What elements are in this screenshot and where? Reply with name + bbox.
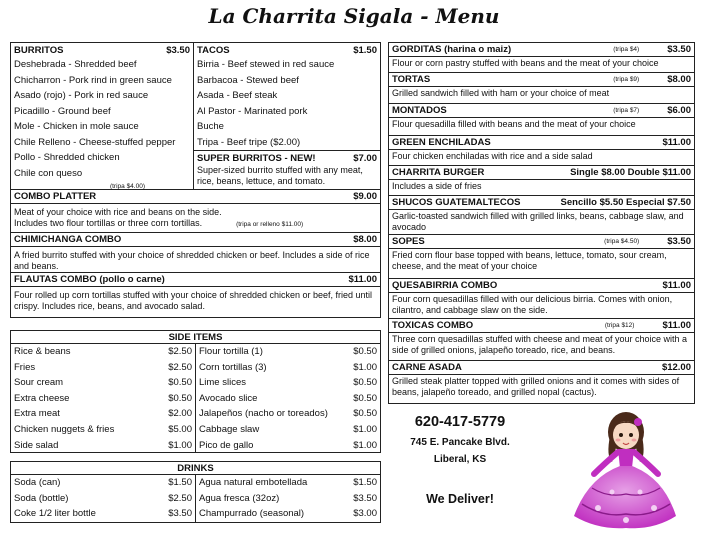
right-section-desc: Three corn quesadillas stuffed with cheese and meat of your choice with a side of grilled onions, jalapeño toreado, rice, and beans.	[392, 334, 688, 355]
right-section-note: (tripa $12)	[604, 322, 635, 329]
right-section-desc: Flour or corn pastry stuffed with beans and the meat of your choice	[392, 58, 659, 68]
price-row-price: $2.50	[168, 361, 192, 373]
right-section-title: GREEN ENCHILADAS	[392, 137, 491, 148]
flautas-price: $11.00	[348, 274, 377, 285]
price-row-name: Chicken nuggets & fries	[14, 423, 115, 435]
right-section-title: QUESABIRRIA COMBO	[392, 280, 498, 291]
price-row-name: Lime slices	[199, 377, 246, 389]
tacos-section	[194, 43, 380, 150]
right-section-header	[389, 235, 694, 249]
burritos-list	[11, 57, 193, 181]
price-row-name: Extra cheese	[14, 392, 70, 404]
price-row-price: $0.50	[353, 408, 377, 420]
side-items-right	[196, 344, 380, 453]
taco-item: Birria - Beef stewed in red sauce	[197, 59, 335, 70]
price-row-price: $1.00	[168, 439, 192, 451]
right-menu-section	[389, 136, 694, 166]
burrito-item: Chile con queso	[14, 167, 83, 179]
right-section-price: $3.50	[667, 236, 691, 247]
menu-title: La Charrita Sigala - Menu	[208, 4, 500, 28]
burritos-section	[11, 43, 194, 189]
price-row-name: Fries	[14, 361, 36, 373]
price-row-price: $3.50	[168, 508, 192, 520]
price-row-price: $1.00	[353, 423, 377, 435]
right-menu-section	[389, 104, 694, 136]
price-row	[11, 506, 195, 522]
price-row-name: Sour cream	[14, 377, 64, 389]
right-section-title: CARNE ASADA	[392, 362, 462, 373]
right-menu-section	[389, 43, 694, 73]
chimichanga-desc: A fried burrito stuffed with your choice of shredded chicken or beef. Includes a side of rice and beans.	[14, 250, 370, 271]
right-section-desc: Four corn quesadillas filled with our delicious birria. Comes with onion, cilantro, and cabbage slaw on the side.	[392, 294, 673, 315]
price-row-price: $0.50	[353, 346, 377, 357]
price-row	[196, 375, 380, 391]
chimichanga-price: $8.00	[353, 234, 377, 245]
price-row-price: $0.50	[353, 392, 377, 404]
flautas-section	[11, 273, 380, 314]
taco-item: Tripa - Beef tripe ($2.00)	[197, 136, 301, 148]
right-section-header	[389, 166, 694, 180]
taco-item: Asada - Beef steak	[197, 90, 278, 101]
price-row	[196, 391, 380, 407]
price-row-price: $3.50	[353, 492, 377, 504]
burrito-item: Picadillo - Ground beef	[14, 105, 111, 117]
side-items-title: SIDE ITEMS	[11, 331, 380, 344]
price-row-price: $1.00	[353, 361, 377, 373]
right-section-desc: Flour quesadilla filled with beans and the meat of your choice	[392, 119, 636, 129]
address-line-2: Liberal, KS	[433, 454, 487, 465]
combo-platter-section	[11, 190, 380, 233]
taco-item: Barbacoa - Stewed beef	[197, 74, 299, 86]
right-section-title: SHUCOS GUATEMALTECOS	[392, 197, 521, 208]
side-items-box	[10, 330, 381, 453]
tacos-list	[194, 57, 380, 150]
right-menu-section	[389, 361, 694, 405]
right-section-note: (tripa $4.50)	[604, 238, 640, 245]
right-section-price: $6.00	[667, 105, 691, 116]
price-row	[196, 422, 380, 438]
right-menu-section	[389, 319, 694, 361]
price-row-name: Agua fresca (32oz)	[199, 492, 280, 504]
super-burritos-desc: Super-sized burrito stuffed with any meat, rice, beans, lettuce, and tomato.	[197, 165, 363, 186]
tacos-price: $1.50	[353, 44, 377, 56]
right-section-title: MONTADOS	[392, 105, 447, 116]
price-row	[11, 406, 195, 422]
burritos-title: BURRITOS	[14, 44, 64, 56]
right-section-title: SOPES	[392, 236, 425, 247]
burrito-item: Chicharron - Pork rind in green sauce	[14, 74, 172, 86]
combo-platter-title: COMBO PLATTER	[14, 191, 97, 202]
right-section-title: TOXICAS COMBO	[392, 320, 474, 331]
burrito-item: Asado (rojo) - Pork in red sauce	[14, 90, 149, 101]
price-row-price: $3.00	[353, 508, 377, 520]
price-row-name: Agua natural embotellada	[199, 477, 308, 488]
price-row-name: Champurrado (seasonal)	[199, 508, 305, 520]
right-section-note: (tripa $9)	[613, 76, 640, 83]
combo-platter-note: (tripa or relleno $11.00)	[236, 221, 304, 228]
price-row	[11, 360, 195, 376]
right-section-price: $8.00	[667, 74, 691, 85]
right-section-header	[389, 104, 694, 118]
price-row-name: Cabbage slaw	[199, 423, 260, 435]
price-row-price: $1.50	[353, 477, 377, 488]
right-section-header	[389, 361, 694, 375]
phone-number: 620-417-5779	[414, 414, 506, 430]
price-row-price: $1.50	[168, 477, 192, 488]
right-section-price: Single $8.00 Double $11.00	[570, 167, 691, 178]
price-row	[11, 438, 195, 454]
right-section-note: (tripa $4)	[613, 46, 640, 53]
price-row-price: $2.50	[168, 346, 192, 357]
price-row-name: Rice & beans	[14, 346, 71, 357]
price-row-price: $0.50	[353, 377, 377, 389]
price-row	[11, 391, 195, 407]
burrito-item: Chile Relleno - Cheese-stuffed pepper	[14, 136, 176, 148]
price-row-name: Jalapeños (nacho or toreados)	[199, 408, 328, 420]
price-row	[11, 375, 195, 391]
burrito-item: Deshebrada - Shredded beef	[14, 59, 137, 70]
price-row-name: Flour tortilla (1)	[199, 346, 263, 357]
taco-item: Buche	[197, 121, 224, 132]
address-line-1: 745 E. Pancake Blvd.	[410, 437, 510, 448]
taco-item: Al Pastor - Marinated pork	[197, 105, 308, 117]
right-section-note: (tripa $7)	[613, 107, 640, 114]
super-burritos-title: SUPER BURRITOS - NEW!	[197, 152, 316, 164]
price-row	[196, 475, 380, 491]
price-row-price: $5.00	[168, 423, 192, 435]
flautas-desc: Four rolled up corn tortillas stuffed with your choice of shredded chicken or beef, fried until crispy. Includes rice, beans, and avocado salad.	[14, 290, 373, 311]
right-section-price: $11.00	[662, 320, 691, 331]
super-burritos-section	[194, 150, 380, 189]
right-menu-section	[389, 73, 694, 104]
burritos-price: $3.50	[166, 44, 190, 56]
right-section-header	[389, 73, 694, 87]
price-row-name: Coke 1/2 liter bottle	[14, 508, 96, 520]
drinks-title: DRINKS	[11, 462, 380, 475]
price-row-name: Avocado slice	[199, 392, 258, 404]
price-row	[11, 344, 195, 360]
right-section-price: Sencillo $5.50 Especial $7.50	[560, 197, 691, 208]
right-section-price: $11.00	[662, 280, 691, 291]
price-row	[196, 491, 380, 507]
right-menu-section	[389, 166, 694, 196]
right-section-price: $12.00	[661, 362, 691, 373]
right-section-header	[389, 279, 694, 293]
price-row-price: $0.50	[168, 377, 192, 389]
right-section-header	[389, 43, 694, 57]
price-row	[11, 475, 195, 491]
right-section-header	[389, 196, 694, 210]
price-row-price: $2.50	[168, 492, 192, 504]
price-row-name: Pico de gallo	[199, 439, 254, 451]
burrito-item: Mole - Chicken in mole sauce	[14, 121, 139, 132]
chimichanga-title: CHIMICHANGA COMBO	[14, 234, 122, 245]
chimichanga-section	[11, 233, 380, 273]
right-menu-section	[389, 196, 694, 235]
right-section-title: CHARRITA BURGER	[392, 167, 485, 178]
right-section-desc: Grilled steak platter topped with grilled onions and it comes with sides of beans, jalapeño toreado, and grilled nopal (cactus).	[392, 376, 680, 397]
price-row	[196, 360, 380, 376]
price-row	[196, 406, 380, 422]
price-row-name: Extra meat	[14, 408, 60, 420]
price-row	[11, 491, 195, 507]
price-row	[196, 438, 380, 454]
price-row-name: Corn tortillas (3)	[199, 361, 267, 373]
combo-platter-price: $9.00	[353, 191, 377, 202]
right-section-desc: Grilled sandwich filled with ham or your choice of meat	[392, 88, 610, 98]
price-row	[196, 344, 380, 360]
right-menu-box	[388, 42, 695, 404]
combo-platter-desc: Meat of your choice with rice and beans on the side.	[14, 207, 222, 217]
flautas-title: FLAUTAS COMBO (pollo o carne)	[14, 274, 165, 285]
right-section-title: GORDITAS (harina o maiz)	[392, 44, 512, 55]
price-row-name: Soda (can)	[14, 477, 61, 488]
price-row-price: $0.50	[168, 392, 192, 404]
price-row-price: $1.00	[353, 439, 377, 451]
right-section-header	[389, 136, 694, 150]
burritos-tripa-note: (tripa $4.00)	[109, 183, 145, 190]
drinks-left	[11, 475, 196, 522]
right-section-price: $3.50	[667, 44, 691, 55]
right-section-desc: Fried corn flour base topped with beans, lettuce, tomato, sour cream, cheese, and the meat of your choice	[392, 250, 667, 271]
right-section-desc: Includes a side of fries	[392, 181, 482, 191]
drinks-box	[10, 461, 381, 523]
side-items-left	[11, 344, 196, 453]
delivery-text: We Deliver!	[426, 492, 494, 506]
right-section-header	[389, 319, 694, 333]
right-section-title: TORTAS	[392, 74, 431, 85]
burrito-item: Pollo - Shredded chicken	[14, 152, 120, 163]
price-row	[11, 422, 195, 438]
right-section-desc: Four chicken enchiladas with rice and a side salad	[392, 151, 593, 161]
price-row-name: Side salad	[14, 439, 59, 451]
price-row-price: $2.00	[168, 408, 192, 420]
right-section-desc: Garlic-toasted sandwich filled with grilled links, beans, cabbage slaw, and avocado	[392, 211, 684, 232]
tacos-title: TACOS	[197, 44, 230, 56]
right-menu-section	[389, 279, 694, 319]
price-row	[196, 506, 380, 522]
right-section-price: $11.00	[662, 137, 691, 148]
drinks-right	[196, 475, 380, 522]
super-burritos-price: $7.00	[353, 152, 377, 164]
price-row-name: Soda (bottle)	[14, 492, 69, 504]
combo-platter-desc2: Includes two flour tortillas or three corn tortillas.	[14, 218, 203, 228]
charrita-girl-illustration	[568, 408, 680, 532]
right-menu-section	[389, 235, 694, 279]
left-menu-box	[10, 42, 381, 318]
